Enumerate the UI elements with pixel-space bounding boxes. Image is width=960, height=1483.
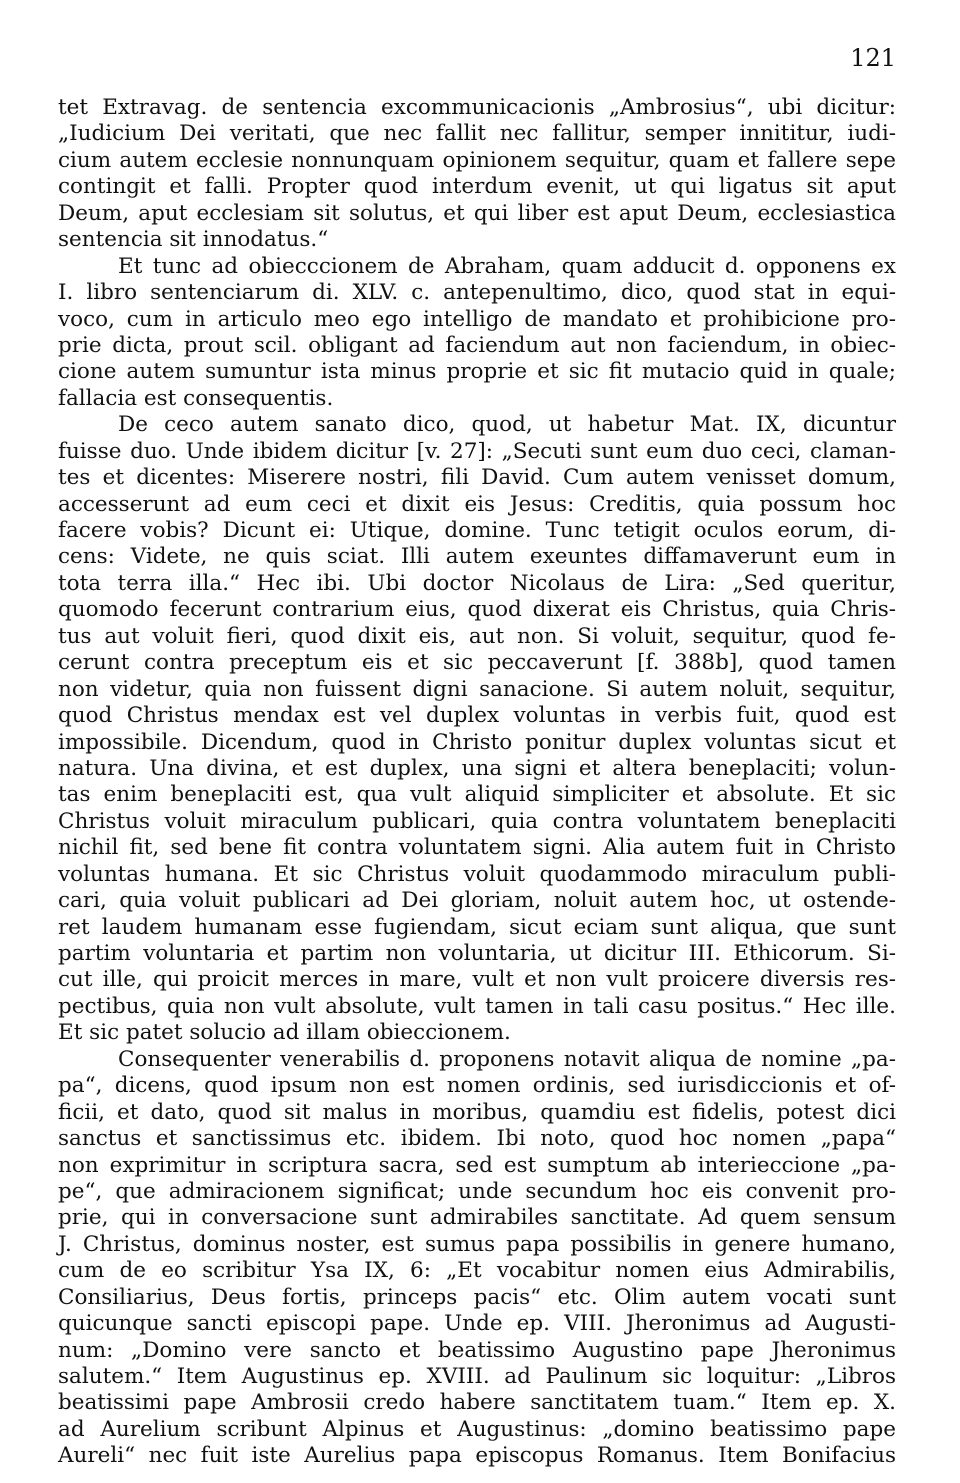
text-line: cium autem ecclesie nonnunquam opinionem sequitur, quam et fallere sepe (58, 147, 896, 173)
text-line: cens: Videte, ne quis sciat. Illi autem exeuntes diffamaverunt eum in (58, 544, 896, 570)
text-line: fuisse duo. Unde ibidem dicitur [v. 27]: „Secuti sunt eum duo ceci, claman- (58, 438, 896, 464)
text-line: tet Extravag. de sentencia excommunicacionis „Ambrosius“, ubi dicitur: (58, 95, 896, 120)
text-line: „Iudicium Dei veritati, que nec fallit nec fallitur, semper innititur, iudi- (58, 121, 896, 147)
text-line: cerunt contra preceptum eis et sic peccaverunt [f. 388b], quod tamen (58, 650, 896, 676)
text-line: Et tunc ad obiecccionem de Abraham, quam adducit d. opponens ex (118, 253, 896, 279)
text-line: prie, qui in conversacione sunt admirabiles sanctitate. Ad quem sensum (58, 1205, 896, 1231)
text-line: quod Christus mendax est vel duplex voluntas in verbis fuit, quod est (58, 703, 896, 729)
text-line: Christus voluit miraculum publicari, quia contra voluntatem beneplaciti (58, 808, 896, 834)
text-line: contingit et falli. Propter quod interdum evenit, ut qui ligatus sit aput (58, 174, 896, 200)
text-line: partim voluntaria et partim non voluntaria, ut dicitur III. Ethicorum. Si- (58, 941, 896, 966)
text-line: facere vobis? Dicunt ei: Utique, domine. Tunc tetigit oculos eorum, di- (58, 518, 896, 543)
text-line: beatissimi pape Ambrosii credo habere sanctitatem tuam.“ Item ep. X. (58, 1390, 896, 1416)
text-line: J. Christus, dominus noster, est sumus papa possibilis in genere humano, (58, 1231, 896, 1257)
text-line: I. libro sentenciarum di. XLV. c. antepenultimo, dico, quod stat in equi- (58, 280, 896, 306)
text-line: tes et dicentes: Miserere nostri, fili David. Cum autem venisset domum, (58, 465, 896, 491)
text-line: ad Aurelium scribunt Alpinus et Augustinus: „domino beatissimo pape (58, 1416, 896, 1442)
text-line: voco, cum in articulo meo ego intelligo de mandato et prohibicione pro- (58, 306, 896, 332)
text-line: quicunque sancti episcopi pape. Unde ep. VIII. Jheronimus ad Augusti- (58, 1311, 896, 1337)
text-line: Et sic patet solucio ad illam obieccionem. (58, 1020, 511, 1046)
text-line: sanctus et sanctissimus etc. ibidem. Ibi noto, quod hoc nomen „papa“ (58, 1126, 896, 1152)
text-line: num: „Domino vere sancto et beatissimo Augustino pape Jheronimus (58, 1337, 896, 1363)
text-line: non exprimitur in scriptura sacra, sed est sumptum ab interieccione „pa- (58, 1152, 896, 1178)
text-line: Consiliarius, Deus fortis, princeps pacis“ etc. Olim autem vocati sunt (58, 1284, 896, 1310)
text-line: Aureli“ nec fuit iste Aurelius papa episcopus Romanus. Item Bonifacius (58, 1443, 896, 1469)
text-line: tas enim beneplaciti est, qua vult aliquid simpliciter et absolute. Et sic (58, 782, 896, 808)
text-line: accesserunt ad eum ceci et dixit eis Jesus: Creditis, quia possum hoc (58, 491, 896, 517)
text-line: Deum, aput ecclesiam sit solutus, et qui liber est aput Deum, ecclesiastica (58, 200, 896, 226)
text-line: cut ille, qui proicit merces in mare, vult et non vult proicere diversis res- (58, 967, 896, 993)
text-line: non videtur, quia non fuissent digni sanacione. Si autem noluit, sequitur, (58, 676, 896, 702)
text-line: pectibus, quia non vult absolute, vult tamen in tali casu positus.“ Hec ille. (58, 993, 896, 1019)
text-line: voluntas humana. Et sic Christus voluit quodammodo miraculum publi- (58, 861, 896, 887)
text-line: cari, quia voluit publicari ad Dei gloriam, noluit autem hoc, ut ostende- (58, 888, 896, 914)
text-line: quomodo fecerunt contrarium eius, quod dixerat eis Christus, quia Chris- (58, 597, 896, 623)
text-line: ret laudem humanam esse fugiendam, sicut eciam sunt aliqua, que sunt (58, 914, 896, 940)
text-line: nichil fit, sed bene fit contra voluntatem signi. Alia autem fuit in Christo (58, 835, 896, 861)
body-text (58, 95, 896, 1470)
text-line: tota terra illa.“ Hec ibi. Ubi doctor Nicolaus de Lira: „Sed queritur, (58, 570, 896, 596)
text-line: sentencia sit innodatus.“ (58, 227, 329, 253)
text-line: prie dicta, prout scil. obligant ad faciendum aut non faciendum, in obiec- (58, 332, 896, 358)
text-line: De ceco autem sanato dico, quod, ut habetur Mat. IX, dicuntur (118, 412, 896, 438)
text-line: pa“, dicens, quod ipsum non est nomen ordinis, sed iurisdiccionis et of- (58, 1073, 896, 1099)
page-number: 121 (850, 44, 896, 72)
text-line: impossibile. Dicendum, quod in Christo ponitur duplex voluntas sicut et (58, 729, 896, 755)
text-line: Consequenter venerabilis d. proponens notavit aliqua de nomine „pa- (118, 1046, 896, 1072)
text-line: pe“, que admiracionem significat; unde secundum hoc eis convenit pro- (58, 1178, 896, 1204)
text-line: fallacia est consequentis. (58, 385, 334, 411)
text-line: cione autem sumuntur ista minus proprie et sic fit mutacio quid in quale; (58, 359, 896, 385)
text-line: ficii, et dato, quod sit malus in moribus, quamdiu est fidelis, potest dici (58, 1099, 896, 1125)
text-line: tus aut voluit fieri, quod dixit eis, aut non. Si voluit, sequitur, quod fe- (58, 623, 896, 649)
text-line: salutem.“ Item Augustinus ep. XVIII. ad Paulinum sic loquitur: „Libros (58, 1364, 896, 1389)
text-line: natura. Una divina, et est duplex, una signi et altera beneplaciti; volun- (58, 755, 896, 781)
text-line: cum de eo scribitur Ysa IX, 6: „Et vocabitur nomen eius Admirabilis, (58, 1258, 896, 1284)
